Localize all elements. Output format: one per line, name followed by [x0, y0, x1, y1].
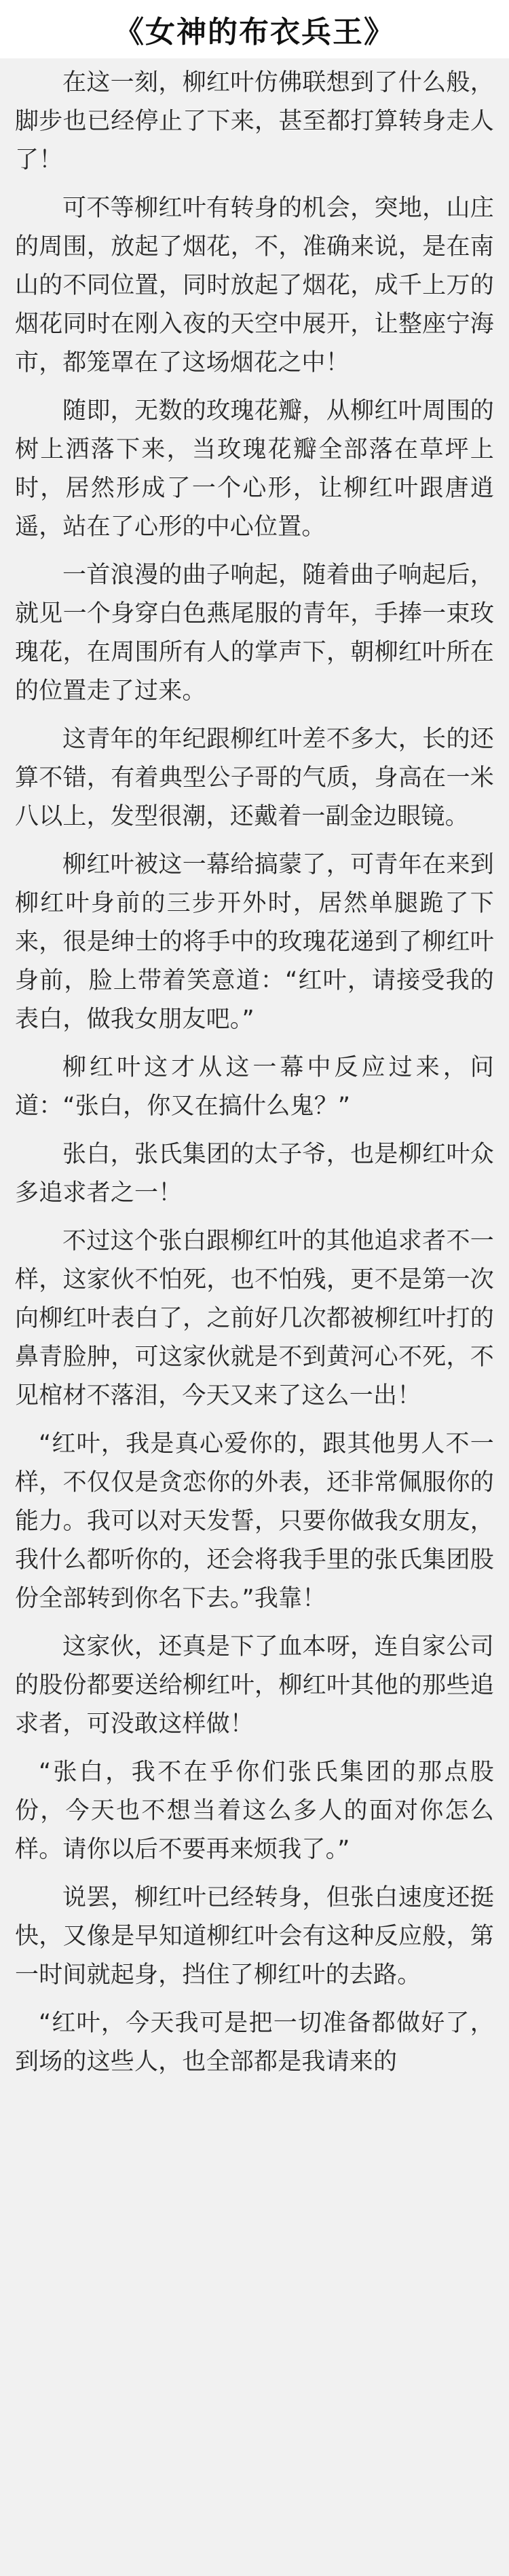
article-body: [0, 58, 509, 2082]
paragraph: 张白，张氏集团的太子爷，也是柳红叶众多追求者之一！: [15, 1141, 494, 1207]
paragraph: 不过这个张白跟柳红叶的其他追求者不一样，这家伙不怕死，也不怕残，更不是第一次向柳红叶表白了，之前好几次都被柳红叶打的鼻青脸肿，可这家伙就是不到黄河心不死，不见棺材不落泪，今天又来了这么一出！: [15, 1228, 494, 1409]
paragraph: 随即，无数的玫瑰花瓣，从柳红叶周围的树上洒落下来，当玫瑰花瓣全部落在草坪上时，居然形成了一个心形，让柳红叶跟唐逍遥，站在了心形的中心位置。: [15, 397, 494, 541]
paragraph: 这家伙，还真是下了血本呀，连自家公司的股份都要送给柳红叶，柳红叶其他的那些追求者，可没敢这样做！: [15, 1633, 494, 1738]
paragraph: 说罢，柳红叶已经转身，但张白速度还挺快，又像是早知道柳红叶会有这种反应般，第一时间就起身，挡住了柳红叶的去路。: [15, 1884, 494, 1989]
paragraph: “张白，我不在乎你们张氏集团的那点股份，今天也不想当着这么多人的面对你怎么样。请你以后不要再来烦我了。”: [15, 1759, 494, 1863]
page-title: 《女神的布衣兵王》: [114, 15, 395, 50]
paragraph: 柳红叶被这一幕给搞蒙了，可青年在来到柳红叶身前的三步开外时，居然单腿跪了下来，很是绅士的将手中的玫瑰花递到了柳红叶身前，脸上带着笑意道：“红叶，请接受我的表白，做我女朋友吧。”: [15, 851, 494, 1033]
paragraph: 这青年的年纪跟柳红叶差不多大，长的还算不错，有着典型公子哥的气质，身高在一米八以上，发型很潮，还戴着一副金边眼镜。: [15, 726, 494, 830]
paragraph: 一首浪漫的曲子响起，随着曲子响起后，就见一个身穿白色燕尾服的青年，手捧一束玫瑰花，在周围所有人的掌声下，朝柳红叶所在的位置走了过来。: [15, 562, 494, 705]
paragraph: “红叶，我是真心爱你的，跟其他男人不一样，不仅仅是贪恋你的外表，还非常佩服你的能力。我可以对天发誓，只要你做我女朋友，我什么都听你的，还会将我手里的张氏集团股份全部转到你名下去。”我靠！: [15, 1430, 494, 1612]
paragraph: 柳红叶这才从这一幕中反应过来，问道：“张白，你又在搞什么鬼？”: [15, 1054, 494, 1120]
paragraph: “红叶，今天我可是把一切准备都做好了，到场的这些人，也全部都是我请来的: [15, 2010, 494, 2075]
paragraph: 可不等柳红叶有转身的机会，突地，山庄的周围，放起了烟花，不，准确来说，是在南山的不同位置，同时放起了烟花，成千上万的烟花同时在刚入夜的天空中展开，让整座宁海市，都笼罩在了这场烟花之中！: [15, 195, 494, 376]
paragraph: 在这一刻，柳红叶仿佛联想到了什么般，脚步也已经停止了下来，甚至都打算转身走人了！: [15, 69, 494, 174]
title-bar: [0, 0, 509, 58]
